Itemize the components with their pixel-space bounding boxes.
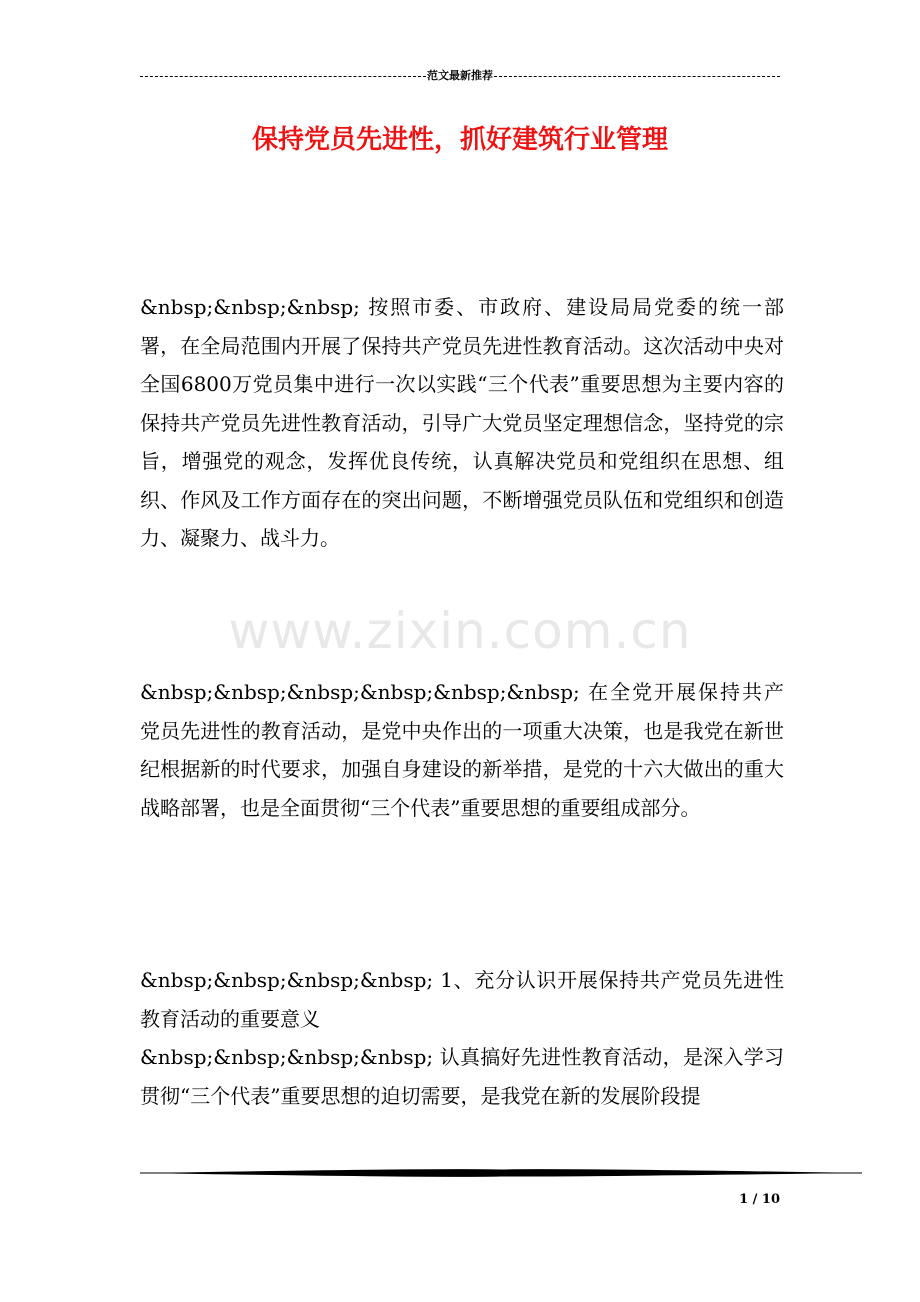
- header-dash-right: [494, 76, 780, 77]
- paragraph-4: &nbsp;&nbsp;&nbsp;&nbsp; 认真搞好先进性教育活动，是深入学习贯彻“三个代表”重要思想的迫切需要，是我党在新的发展阶段提: [140, 1045, 784, 1108]
- paragraph-1: &nbsp;&nbsp;&nbsp; 按照市委、市政府、建设局局党委的统一部署，在全局范围内开展了保持共产党员先进性教育活动。这次活动中央对全国6800万党员集中进行一次以实践“三个代表”重要思想为主要内容的保持共产党员先进性教育活动，引导广大党员坚定理想信念，坚持党的宗旨，增强党的观念，发挥优良传统，认真解决党员和党组织在思想、组织、作风及工作方面存在的突出问题，不断增强党员队伍和党组织和创造力、凝聚力、战斗力。: [140, 295, 784, 550]
- page-number: 1 / 10: [739, 1192, 780, 1207]
- header-banner: [140, 68, 780, 84]
- document-title: 保持党员先进性，抓好建筑行业管理: [251, 125, 668, 155]
- header-label: 范文最新推荐: [427, 69, 493, 82]
- watermark: www.zixin.com.cn: [228, 602, 692, 660]
- paragraph-3: &nbsp;&nbsp;&nbsp;&nbsp; 1、充分认识开展保持共产党员先进性教育活动的重要意义: [140, 968, 784, 1031]
- footer-rule: [140, 1166, 862, 1180]
- header-dash-left: [140, 76, 426, 77]
- paragraph-2: &nbsp;&nbsp;&nbsp;&nbsp;&nbsp;&nbsp; 在全党开展保持共产党员先进性的教育活动，是党中央作出的一项重大决策，也是我党在新世纪根据新的时代要求，加强自身建设的新举措，是党的十六大做出的重大战略部署，也是全面贯彻“三个代表”重要思想的重要组成部分。: [140, 680, 784, 820]
